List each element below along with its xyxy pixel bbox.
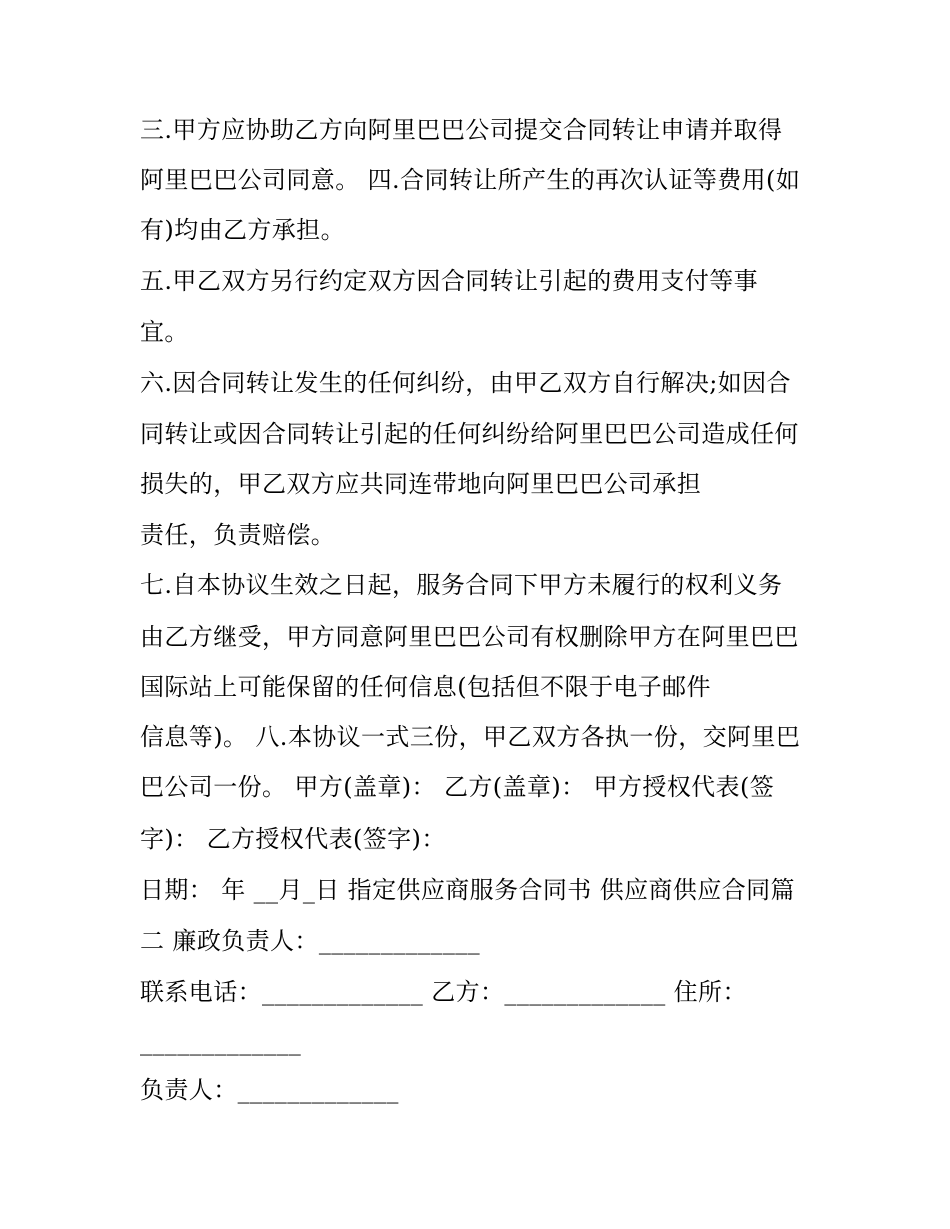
text-line: 字)： 乙方授权代表(签字)： <box>140 825 446 853</box>
text-line: 联系电话：_____________ 乙方：_____________ 住所： <box>140 978 747 1006</box>
text-line: 二 廉政负责人：_____________ <box>140 927 481 955</box>
text-line: 责任，负责赔偿。 <box>140 521 336 549</box>
text-line: 宜。 <box>140 318 189 346</box>
text-line: 巴公司一份。 甲方(盖章)： 乙方(盖章)： 甲方授权代表(签 <box>140 773 775 801</box>
text-line: 七.自本协议生效之日起，服务合同下甲方未履行的权利义务 <box>140 571 783 599</box>
text-line: 三.甲方应协助乙方向阿里巴巴公司提交合同转让申请并取得 <box>140 116 783 144</box>
text-line: 日期： 年 __月_日 指定供应商服务合同书 供应商供应合同篇 <box>140 876 795 904</box>
text-line: 由乙方继受，甲方同意阿里巴巴公司有权删除甲方在阿里巴巴 <box>140 623 799 651</box>
text-line: 负责人：_____________ <box>140 1076 399 1104</box>
text-line: 六.因合同转让发生的任何纠纷，由甲乙双方自行解决;如因合 <box>140 369 791 397</box>
text-line: 有)均由乙方承担。 <box>140 216 345 244</box>
text-line: 国际站上可能保留的任何信息(包括但不限于电子邮件 <box>140 673 711 701</box>
text-line: 损失的，甲乙双方应共同连带地向阿里巴巴公司承担 <box>140 470 702 498</box>
text-line: 阿里巴巴公司同意。 四.合同转让所产生的再次认证等费用(如 <box>140 166 801 194</box>
text-line: 五.甲乙双方另行约定双方因合同转让引起的费用支付等事 <box>140 267 759 295</box>
text-line: 同转让或因合同转让引起的任何纠纷给阿里巴巴公司造成任何 <box>140 420 799 448</box>
text-line: 信息等)。 八.本协议一式三份，甲乙双方各执一份，交阿里巴 <box>140 723 801 751</box>
text-line: _____________ <box>140 1028 302 1056</box>
